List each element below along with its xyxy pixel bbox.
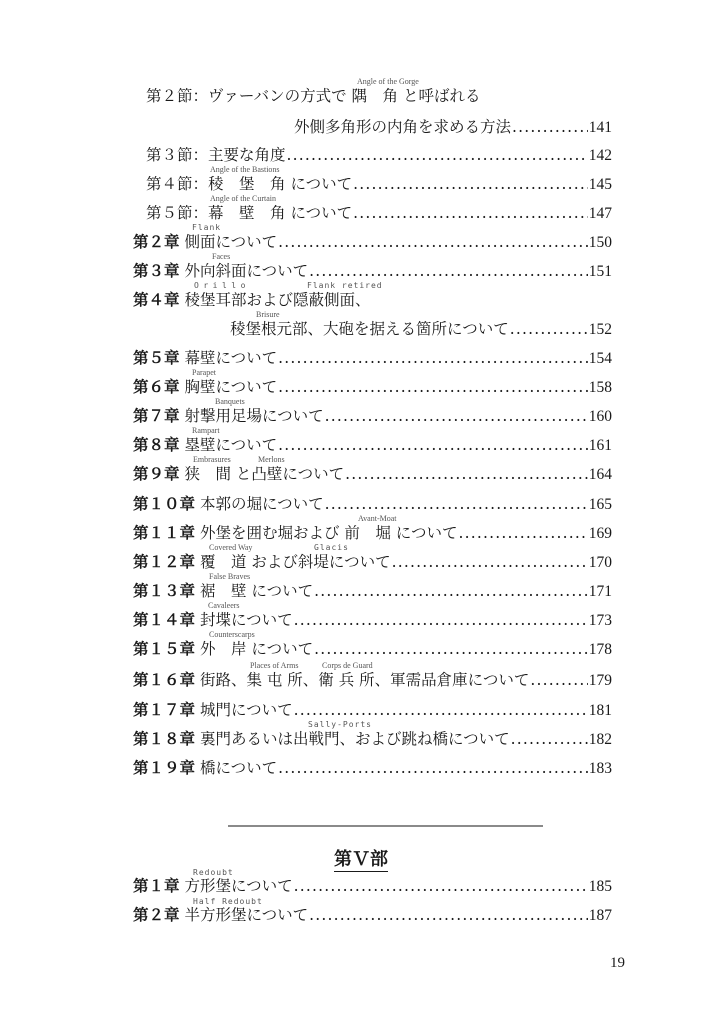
entry-page: 179 — [588, 672, 612, 689]
entry-number: 第８章 — [133, 435, 180, 454]
toc-entry — [133, 874, 612, 898]
entry-page: 158 — [588, 379, 612, 396]
entry-title: 狭 間 と凸壁について — [184, 465, 345, 483]
entry-page: 152 — [588, 321, 612, 338]
dot-leader — [278, 756, 588, 780]
dot-leader — [278, 375, 588, 399]
toc-entry — [133, 259, 612, 283]
entry-title: 橋について — [199, 759, 278, 777]
part-heading — [0, 845, 722, 871]
entry-number: 第１１章 — [133, 523, 196, 542]
entry-page: 160 — [588, 408, 612, 425]
ruby-annotation: Glacis — [314, 543, 349, 552]
dot-leader — [512, 115, 588, 139]
entry-title: 外側多角形の内角を求める方法 — [294, 118, 512, 136]
entry-number: 第１６章 — [133, 670, 196, 689]
entry-page: 164 — [588, 466, 612, 483]
entry-page: 183 — [588, 760, 612, 777]
toc-entry — [133, 462, 612, 486]
entry-number: 第１９章 — [133, 758, 196, 777]
entry-title: 覆 道 および斜堤について — [199, 553, 391, 571]
entry-number: 第４章 — [133, 290, 180, 309]
ruby-annotation: Covered Way — [209, 543, 253, 552]
dot-leader — [278, 346, 588, 370]
dot-leader — [309, 903, 588, 927]
ruby-annotation: Half Redoubt — [193, 897, 263, 906]
dot-leader — [345, 462, 588, 486]
toc-entry — [133, 903, 612, 927]
dot-leader — [294, 608, 588, 632]
dot-leader — [511, 727, 588, 751]
section-divider — [228, 825, 543, 827]
entry-title: 城門について — [199, 701, 293, 719]
entry-page: 178 — [588, 641, 612, 658]
entry-page: 145 — [588, 176, 612, 193]
ruby-annotation: Corps de Guard — [322, 661, 373, 670]
entry-title: 胸壁について — [184, 378, 278, 396]
entry-number: 第１７章 — [133, 700, 196, 719]
dot-leader — [314, 579, 588, 603]
entry-number: 第４節： — [146, 175, 209, 193]
entry-page: 182 — [588, 731, 612, 748]
entry-page: 165 — [588, 496, 612, 513]
page-number: 19 — [610, 955, 625, 971]
dot-leader — [510, 317, 588, 341]
entry-title: ヴァーバンの方式で 隅 角 と呼ばれる — [208, 87, 481, 105]
entry-number: 第５節： — [146, 204, 209, 222]
ruby-annotation: Angle of the Gorge — [357, 77, 419, 86]
ruby-annotation: Avant-Moat — [358, 514, 397, 523]
toc-entry — [133, 346, 612, 370]
entry-title: 半方形堡について — [184, 906, 309, 924]
ruby-annotation: Cavaleers — [208, 601, 240, 610]
entry-page: 170 — [588, 554, 612, 571]
toc-entry — [133, 433, 612, 457]
entry-title: 封堞について — [199, 611, 293, 629]
entry-number: 第１章 — [133, 876, 180, 895]
entry-page: 181 — [588, 702, 612, 719]
dot-leader — [294, 874, 588, 898]
ruby-annotation: Counterscarps — [209, 630, 255, 639]
entry-title: 外堡を囲む堀および 前 堀 について — [199, 524, 458, 542]
dot-leader — [353, 172, 588, 196]
toc-entry — [133, 550, 612, 574]
part-title: 第Ｖ部 — [334, 849, 388, 870]
entry-title: 稜堡耳部および隠蔽側面、 — [184, 291, 371, 309]
toc-entry — [146, 172, 612, 196]
entry-page: 171 — [588, 583, 612, 600]
ruby-annotation: Angle of the Bastions — [210, 165, 280, 174]
entry-number: 第１０章 — [133, 494, 196, 513]
entry-title: 裾 壁 について — [199, 582, 314, 600]
toc-entry — [133, 288, 612, 312]
ruby-annotation: Orillo — [194, 281, 250, 290]
dot-leader — [325, 404, 588, 428]
dot-leader — [459, 521, 588, 545]
toc-entry — [133, 579, 612, 603]
entry-title: 裏門あるいは出戦門、および跳ね橋について — [199, 730, 510, 748]
dot-leader — [294, 698, 588, 722]
toc-entry — [133, 727, 612, 751]
entry-number: 第９章 — [133, 464, 180, 483]
ruby-annotation: Merlons — [258, 455, 285, 464]
dot-leader — [278, 230, 588, 254]
entry-number: 第３章 — [133, 261, 180, 280]
toc-entry — [146, 84, 616, 108]
toc-entry — [146, 143, 612, 167]
entry-page: 185 — [588, 878, 612, 895]
entry-title: 街路、集 屯 所、衛 兵 所、軍需品倉庫について — [199, 671, 530, 689]
ruby-annotation: Redoubt — [193, 868, 234, 877]
entry-title: 稜堡根元部、大砲を据える箇所について — [230, 320, 509, 338]
entry-page: 154 — [588, 350, 612, 367]
entry-page: 169 — [588, 525, 612, 542]
entry-title: 塁壁について — [184, 436, 278, 454]
entry-title: 側面について — [184, 233, 278, 251]
entry-page: 187 — [588, 907, 612, 924]
toc-entry — [133, 521, 612, 545]
ruby-annotation: Embrasures — [193, 455, 231, 464]
entry-title: 幕壁について — [184, 349, 278, 367]
dot-leader — [314, 637, 588, 661]
entry-title: 外 岸 について — [199, 640, 314, 658]
entry-title: 幕 壁 角 について — [208, 204, 353, 222]
entry-title: 射撃用足場について — [184, 407, 324, 425]
entry-title: 外向斜面について — [184, 262, 309, 280]
ruby-annotation: Banquets — [215, 397, 245, 406]
entry-page: 142 — [588, 147, 612, 164]
toc-entry — [294, 115, 612, 139]
entry-page: 161 — [588, 437, 612, 454]
ruby-annotation: Angle of the Curtain — [210, 194, 276, 203]
entry-page: 173 — [588, 612, 612, 629]
toc-entry — [133, 637, 612, 661]
entry-number: 第６章 — [133, 377, 180, 396]
ruby-annotation: Parapet — [192, 368, 216, 377]
toc-entry — [133, 492, 612, 516]
dot-leader — [353, 201, 588, 225]
entry-number: 第２節： — [146, 87, 209, 105]
toc-entry — [133, 756, 612, 780]
dot-leader — [278, 433, 588, 457]
entry-title: 主要な角度 — [208, 146, 286, 164]
toc-entry — [133, 608, 612, 632]
ruby-annotation: Sally-Ports — [308, 720, 372, 729]
toc-entry — [230, 317, 612, 341]
entry-number: 第７章 — [133, 406, 180, 425]
entry-title: 稜 堡 角 について — [208, 175, 353, 193]
entry-number: 第５章 — [133, 348, 180, 367]
dot-leader — [530, 668, 587, 692]
entry-page: 141 — [588, 119, 612, 136]
dot-leader — [287, 143, 588, 167]
toc-entry — [133, 668, 612, 692]
entry-number: 第３節： — [146, 146, 209, 164]
ruby-annotation: Brisure — [256, 310, 280, 319]
entry-title: 本郭の堀について — [199, 495, 324, 513]
ruby-annotation: Faces — [212, 252, 231, 261]
dot-leader — [392, 550, 588, 574]
ruby-annotation: Places of Arms — [250, 661, 299, 670]
entry-number: 第１２章 — [133, 552, 196, 571]
toc-entry — [133, 698, 612, 722]
ruby-annotation: False Braves — [209, 572, 251, 581]
entry-number: 第２章 — [133, 232, 180, 251]
toc-entry — [146, 201, 612, 225]
entry-page: 150 — [588, 234, 612, 251]
ruby-annotation: Rampart — [192, 426, 220, 435]
dot-leader — [325, 492, 588, 516]
entry-number: 第１８章 — [133, 729, 196, 748]
toc-entry — [133, 230, 612, 254]
ruby-annotation: Flank — [192, 223, 222, 232]
toc-entry — [133, 404, 612, 428]
entry-number: 第１５章 — [133, 639, 196, 658]
entry-number: 第１４章 — [133, 610, 196, 629]
entry-page: 147 — [588, 205, 612, 222]
ruby-annotation: Flank retired — [307, 281, 383, 290]
entry-number: 第１３章 — [133, 581, 196, 600]
toc-entry — [133, 375, 612, 399]
dot-leader — [309, 259, 588, 283]
entry-page: 151 — [588, 263, 612, 280]
entry-title: 方形堡について — [184, 877, 293, 895]
entry-number: 第２章 — [133, 905, 180, 924]
